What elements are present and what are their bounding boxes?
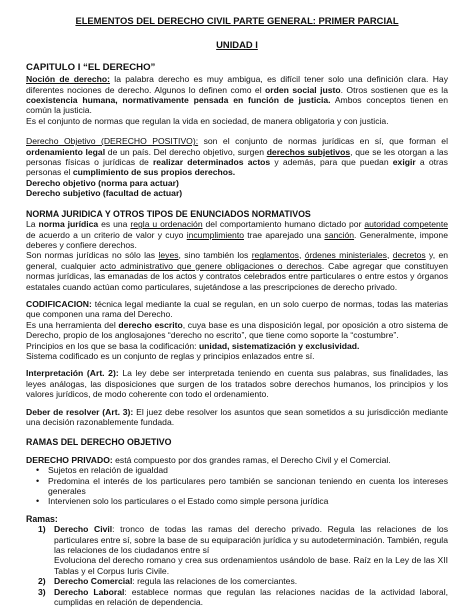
unit-heading: UNIDAD I <box>216 39 258 51</box>
paragraph-interpretacion: Interpretación (Art. 2): La ley debe ser interpretada teniendo en cuenta sus palabras, sus finalidades, las leyes análogas, las disposiciones que surgen de los tratados sobre derechos humanos, los principios y los valores jurídicos, de modo coherente con todo el ordenamiento. <box>26 368 449 400</box>
line-derecho-objetivo: Derecho objetivo (norma para actuar) <box>26 177 179 188</box>
paragraph-derecho-privado: DERECHO PRIVADO: está compuesto por dos grandes ramas, el Derecho Civil y el Comercial. <box>26 454 391 465</box>
paragraph-codificacion: CODIFICACION: técnica legal mediante la cual se regulan, en un solo cuerpo de normas, todas las materias que componen una rama del Derecho. <box>26 298 448 320</box>
paragraph-normas-tipos: Son normas jurídicas no sólo las leyes, sino también los reglamentos, órdenes ministeriales, decretos y, en general, cualquier acto administrativo que genere obligaciones o derechos. Cabe agregar que constituyen normas jurídicas, las emanadas de los actos y contratos celebrados entre particulares o entre estos y órganos estatales cuando actúan como particulares, sujetándose a las prescripciones de derecho privado. <box>26 250 449 292</box>
list-item: 2) Derecho Comercial: regula las relaciones de los comerciantes. <box>38 576 298 587</box>
paragraph-definicion: Es el conjunto de normas que regulan la vida en sociedad, de manera obligatoria y con justicia. <box>26 115 389 126</box>
paragraph-nocion: Noción de derecho: la palabra derecho es muy ambigua, es difícil tener solo una definición clara. Hay diferentes nociones de derecho. Algunos lo definen como el orden social justo. Otros sostienen que es la coexistencia humana, normativamente pensada en función de justicia. Ambos conceptos tienen en común la justicia. <box>26 74 448 116</box>
section-heading-norma: NORMA JURIDICA Y OTROS TIPOS DE ENUNCIADOS NORMATIVOS <box>26 208 311 219</box>
paragraph-deber-resolver: Deber de resolver (Art. 3): El juez debe resolver los asuntos que sean sometidos a su jurisdicción mediante una decisión razonablemente fundada. <box>26 406 449 427</box>
list-item: • Predomina el interés de los particulares pero también se sancionan teniendo en cuenta los intereses generales <box>48 476 448 497</box>
paragraph-principios: Principios en los que se basa la codificación: unidad, sistematización y exclusividad. <box>26 340 360 351</box>
term-derecho-objetivo: Derecho Objetivo (DERECHO POSITIVO): <box>26 136 199 147</box>
ramas-list <box>26 524 448 607</box>
chapter-heading: CAPITULO I “EL DERECHO” <box>26 61 156 73</box>
paragraph-sistema: Sistema codificado es un conjunto de reglas y principios enlazados entre sí. <box>26 350 315 361</box>
list-item: • Intervienen solo los particulares o el Estado como simple persona jurídica <box>48 496 448 506</box>
list-item: 1) Derecho Civil: tronco de todas las ramas del derecho privado. Regula las relaciones de los particulares entre sí, sobre la base de su equiparación jurídica y su autodeterminación. También, regula las relaciones de los ciudadanos entre sí Evoluciona del derecho romano y crea sus ordenamientos usándolo de base. Raíz en la Ley de las XII Tablas y el Corpus Iuris Civile. <box>38 524 448 576</box>
paragraph-norma-juridica: La norma jurídica es una regla u ordenación del comportamiento humano dictado por autoridad competente de acuerdo a un criterio de valor y cuyo incumplimiento trae aparejado una sanción. Generalmente, impone deberes y confiere derechos. <box>26 219 448 250</box>
paragraph-derecho-escrito: Es una herramienta del derecho escrito, cuya base es una disposición legal, por oposición a otro sistema de Derecho, propio de los anglosajones “derecho no escrito”, que tiene como soporte la “costumbre”. <box>26 319 449 341</box>
document-title: ELEMENTOS DEL DERECHO CIVIL PARTE GENERAL: PRIMER PARCIAL <box>75 15 399 26</box>
section-heading-ramas: RAMAS DEL DERECHO OBJETIVO <box>26 437 172 448</box>
line-derecho-subjetivo: Derecho subjetivo (facultad de actuar) <box>26 188 183 199</box>
ramas-label: Ramas: <box>26 513 58 524</box>
list-item: • Sujetos en relación de igualdad <box>48 465 448 475</box>
list-item: 3) Derecho Laboral: establece normas que regulan las relaciones nacidas de la actividad laboral, cumplidas en relación de dependencia. <box>38 586 448 608</box>
paragraph-derecho-objetivo: Derecho Objetivo (DERECHO POSITIVO): son el conjunto de normas jurídicas en sí, que forman el ordenamiento legal de un país. Del derecho objetivo, surgen derechos subjetivos, que se les otorgan a las personas físicas o jurídicas de realizar determinados actos y además, para que puedan exigir a otras personas el cumplimiento de sus propios derechos. <box>26 136 448 178</box>
characteristics-list <box>26 465 448 507</box>
term-nocion: Noción de derecho: <box>26 74 111 85</box>
